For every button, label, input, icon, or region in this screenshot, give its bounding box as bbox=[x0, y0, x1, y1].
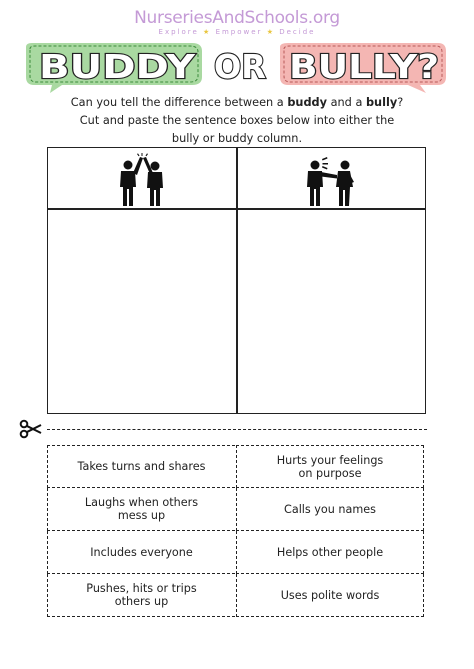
star-icon: ★ bbox=[266, 28, 275, 36]
worksheet-title bbox=[0, 40, 474, 94]
title-word-bully: BULLY? bbox=[289, 47, 439, 86]
high-five-icon bbox=[114, 153, 170, 207]
buddy-keyword: buddy bbox=[287, 96, 327, 109]
sentence-card[interactable]: Includes everyone bbox=[47, 531, 235, 574]
buddy-column-drop-area[interactable] bbox=[48, 210, 236, 413]
bully-column-header bbox=[237, 152, 425, 208]
tagline-word: Decide bbox=[279, 28, 316, 36]
buddy-column-header bbox=[48, 152, 236, 208]
sentence-card[interactable]: Uses polite words bbox=[236, 574, 424, 617]
tagline-word: Empower bbox=[215, 28, 263, 36]
star-icon: ★ bbox=[203, 28, 212, 36]
sentence-card[interactable]: Calls you names bbox=[236, 488, 424, 531]
brand-tagline bbox=[0, 28, 474, 36]
cut-line bbox=[47, 429, 427, 430]
tagline-word: Explore bbox=[158, 28, 199, 36]
sentence-card[interactable]: Takes turns and shares bbox=[47, 445, 235, 488]
sentence-card[interactable]: Laughs when others mess up bbox=[47, 488, 235, 531]
bully-column-drop-area[interactable] bbox=[237, 210, 425, 413]
sentence-card[interactable]: Pushes, hits or trips others up bbox=[47, 574, 235, 617]
brand-logo: NurseriesAndSchools.org bbox=[134, 8, 340, 28]
sentence-card[interactable]: Hurts your feelings on purpose bbox=[236, 445, 424, 488]
title-word-buddy: BUDDY bbox=[39, 47, 197, 86]
shouting-icon bbox=[303, 153, 359, 207]
bully-keyword: bully bbox=[365, 96, 398, 109]
title-word-or: OR bbox=[214, 47, 266, 86]
sorting-table bbox=[47, 147, 426, 414]
sentence-card[interactable]: Helps other people bbox=[236, 531, 424, 574]
scissors-icon bbox=[19, 419, 43, 439]
instructions-text: Can you tell the difference between a buddy and a bully? Cut and paste the sentence boxes below into either the bully or buddy column. bbox=[70, 96, 404, 145]
